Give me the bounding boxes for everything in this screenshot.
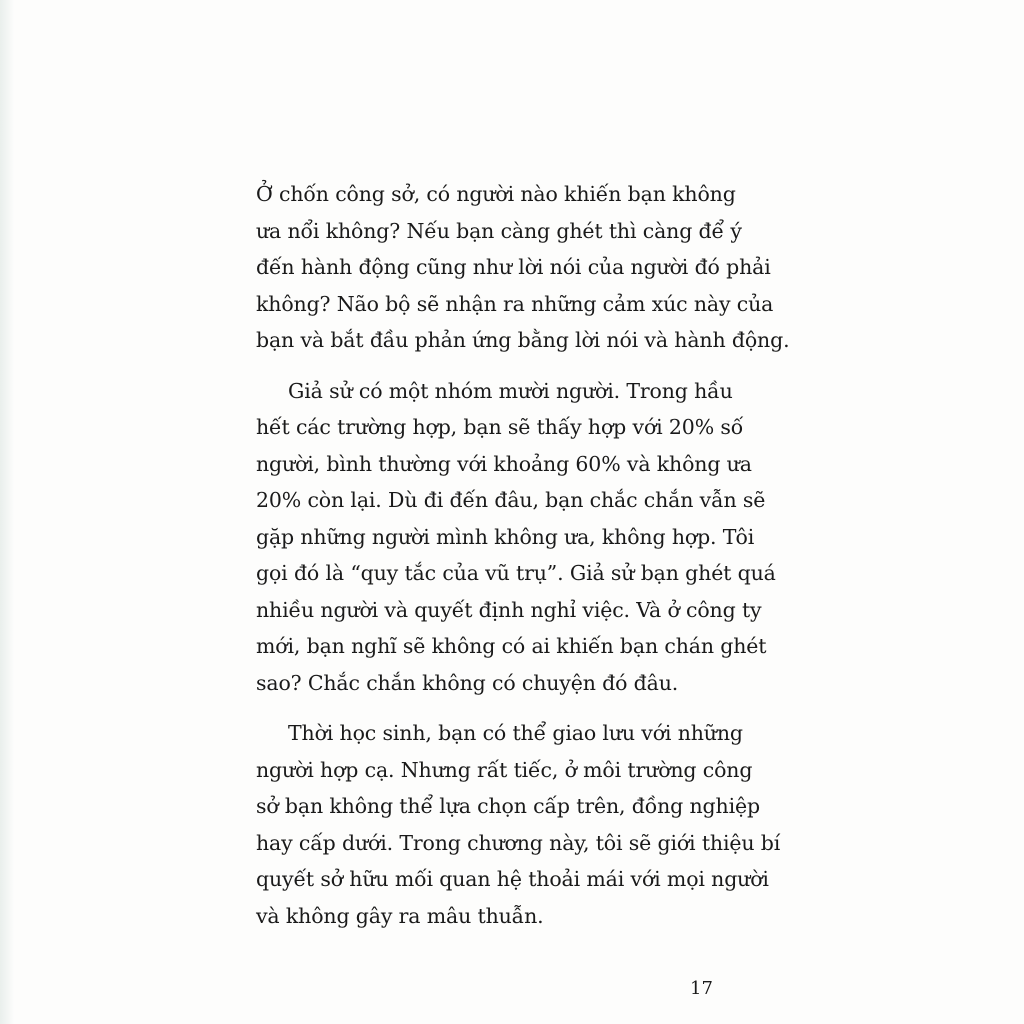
text-line: 20% còn lại. Dù đi đến đâu, bạn chắc chắn vẫn sẽ — [256, 488, 766, 512]
text-line: gặp những người mình không ưa, không hợp. Tôi — [256, 524, 755, 549]
page-number: 17 — [690, 978, 713, 999]
text-line: bạn và bắt đầu phản ứng bằng lời nói và hành động. — [256, 328, 790, 352]
text-line: Giả sử có một nhóm mười người. Trong hầu — [288, 378, 733, 403]
paragraph-1 — [256, 176, 790, 359]
text-line: người hợp cạ. Nhưng rất tiếc, ở môi trường công — [256, 757, 753, 782]
text-line: và không gây ra mâu thuẫn. — [256, 903, 544, 928]
text-line: ưa nổi không? Nếu bạn càng ghét thì càng để ý — [256, 218, 742, 243]
text-line: gọi đó là “quy tắc của vũ trụ”. Giả sử bạn ghét quá — [256, 561, 776, 585]
page-binding-edge — [0, 0, 14, 1024]
text-line: đến hành động cũng như lời nói của người đó phải — [256, 255, 771, 279]
text-line: Ở chốn công sở, có người nào khiến bạn không — [256, 182, 736, 206]
text-line: Thời học sinh, bạn có thể giao lưu với những — [288, 721, 743, 745]
text-line: người, bình thường với khoảng 60% và không ưa — [256, 451, 752, 476]
body-text — [256, 176, 790, 948]
text-line: nhiều người và quyết định nghỉ việc. Và ở công ty — [256, 597, 762, 622]
text-line: sao? Chắc chắn không có chuyện đó đâu. — [256, 670, 679, 695]
text-line: hết các trường hợp, bạn sẽ thấy hợp với 20% số — [256, 415, 744, 439]
paragraph-3 — [256, 715, 781, 934]
paragraph-2 — [256, 373, 776, 702]
text-line: sở bạn không thể lựa chọn cấp trên, đồng nghiệp — [256, 794, 760, 818]
text-line: hay cấp dưới. Trong chương này, tôi sẽ giới thiệu bí — [256, 830, 781, 855]
text-line: mới, bạn nghĩ sẽ không có ai khiến bạn chán ghét — [256, 634, 767, 658]
text-line: quyết sở hữu mối quan hệ thoải mái với mọi người — [256, 867, 769, 891]
text-line: không? Não bộ sẽ nhận ra những cảm xúc này của — [256, 291, 774, 316]
